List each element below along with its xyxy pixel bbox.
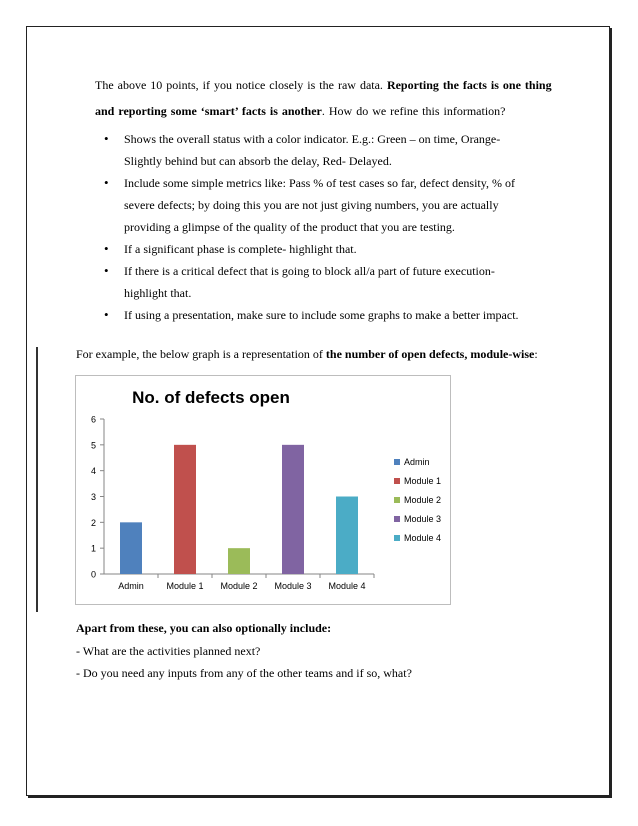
x-tick-label: Admin: [118, 581, 144, 591]
bullet-item: • If there is a critical defect that is going to block all/a part of future execution- highlight that.: [100, 260, 540, 304]
legend-swatch: [394, 478, 400, 484]
legend-label: Module 2: [404, 495, 442, 505]
legend-label: Module 3: [404, 514, 442, 524]
bullet-item: • Include some simple metrics like: Pass % of test cases so far, defect density, % of severe defects; by doing this you are not just giving numbers, you are actually providing a glimpse of the quality of the product that you are testing.: [100, 172, 540, 238]
tips-bullet-list: [100, 128, 540, 326]
chart-svg: [76, 376, 450, 604]
intro-paragraph: [95, 72, 555, 124]
intro-bold-text: Reporting the facts is one thing and reporting some ‘smart’ facts is another: [95, 78, 552, 118]
bullet-item: • If a significant phase is complete- highlight that.: [100, 238, 540, 260]
bar-module-1: [174, 445, 196, 574]
x-tick-label: Module 2: [220, 581, 258, 591]
chart-title: No. of defects open: [132, 388, 290, 407]
y-tick-label: 0: [90, 569, 96, 580]
y-tick-label: 3: [90, 492, 96, 502]
intro-text-2: . How do we refine this information?: [321, 104, 506, 118]
y-tick-label: 4: [90, 466, 96, 477]
legend-swatch: [394, 459, 400, 465]
bullet-item: • If using a presentation, make sure to include some graphs to make a better impact.: [100, 304, 540, 326]
example-bold-text: the number of open defects, module-wise: [325, 347, 535, 361]
optional-include-heading: Apart from these, you can also optionally include:: [76, 621, 332, 635]
example-sentence: [76, 346, 538, 362]
y-tick-label: 1: [90, 543, 96, 554]
x-tick-label: Module 4: [328, 581, 366, 591]
optional-item: - What are the activities planned next?: [76, 644, 261, 658]
margin-change-bar: [36, 347, 38, 612]
intro-text-1: The above 10 points, if you notice closely is the raw data.: [95, 78, 387, 92]
legend-swatch: [394, 516, 400, 522]
example-suffix: :: [534, 347, 538, 361]
legend-swatch: [394, 497, 400, 503]
bar-module-2: [228, 548, 250, 574]
x-tick-label: Module 3: [274, 581, 312, 591]
x-tick-label: Module 1: [166, 581, 204, 591]
bar-module-4: [336, 497, 358, 575]
optional-item: - Do you need any inputs from any of the other teams and if so, what?: [76, 666, 412, 680]
bar-module-3: [282, 445, 304, 574]
example-prefix: For example, the below graph is a representation of: [76, 347, 326, 361]
legend-label: Admin: [404, 457, 430, 467]
y-tick-label: 6: [90, 414, 96, 425]
legend-label: Module 4: [404, 533, 442, 543]
legend-label: Module 1: [404, 476, 442, 486]
legend-swatch: [394, 535, 400, 541]
y-tick-label: 2: [90, 517, 96, 528]
y-tick-label: 5: [90, 440, 96, 451]
bullet-item: • Shows the overall status with a color indicator. E.g.: Green – on time, Orange- Slightly behind but can absorb the delay, Red- Delayed.: [100, 128, 540, 172]
bar-admin: [120, 522, 142, 574]
defects-chart: [75, 375, 451, 605]
